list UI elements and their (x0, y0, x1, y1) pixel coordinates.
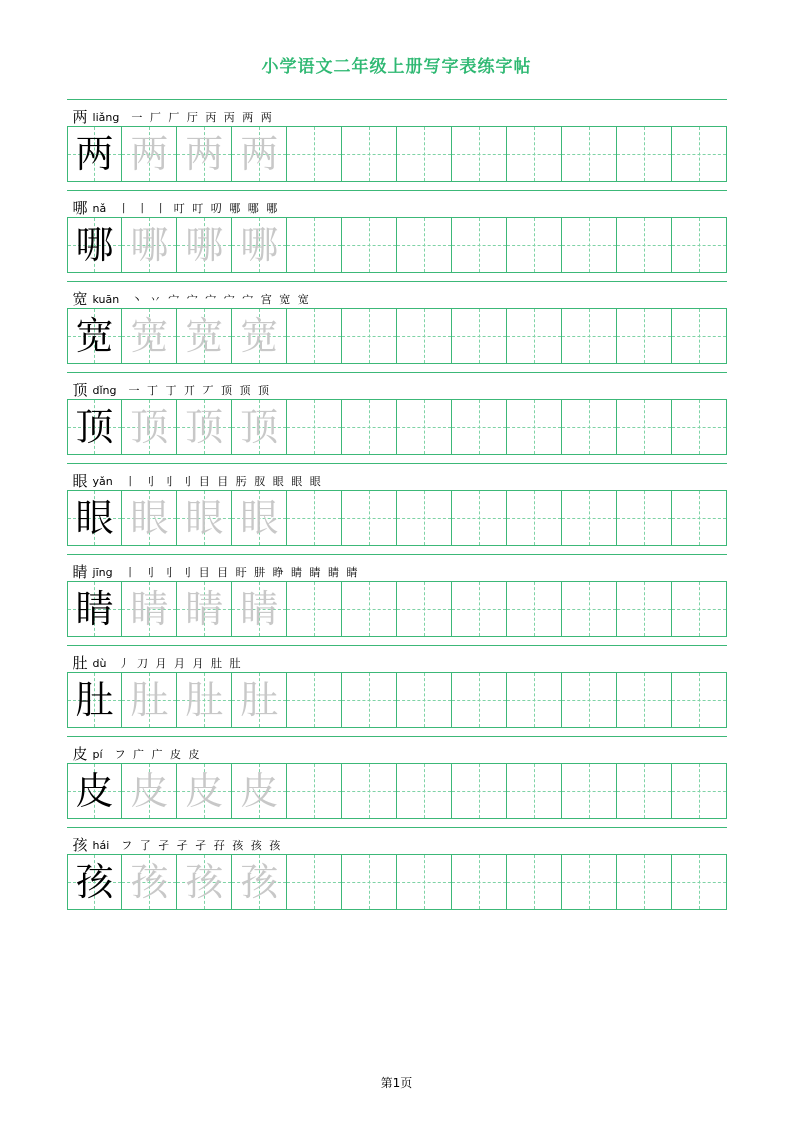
grid-cell[interactable] (672, 127, 727, 182)
cell-horizontal-guide (342, 791, 396, 792)
character-grid (67, 672, 727, 728)
cell-horizontal-guide (507, 700, 561, 701)
grid-cell[interactable] (452, 400, 507, 455)
cell-horizontal-guide (287, 154, 341, 155)
cell-horizontal-guide (342, 518, 396, 519)
character-grid (67, 308, 727, 364)
grid-cell[interactable] (68, 400, 123, 455)
grid-cell[interactable] (562, 218, 617, 273)
cell-horizontal-guide (452, 518, 506, 519)
grid-cell[interactable] (617, 582, 672, 637)
cell-horizontal-guide (397, 700, 451, 701)
cell-horizontal-guide (452, 882, 506, 883)
page-title: 小学语文二年级上册写字表练字帖 (261, 57, 532, 77)
trace-character: 宽 (185, 314, 224, 358)
grid-cell[interactable] (342, 673, 397, 728)
trace-character: 皮 (185, 769, 224, 813)
cell-horizontal-guide (672, 609, 726, 610)
trace-character: 孩 (185, 860, 224, 904)
grid-cell[interactable] (397, 764, 452, 819)
cell-horizontal-guide (672, 427, 726, 428)
grid-cell[interactable] (122, 764, 177, 819)
grid-cell[interactable] (452, 309, 507, 364)
grid-cell[interactable] (507, 673, 562, 728)
grid-cell[interactable] (507, 309, 562, 364)
grid-cell[interactable] (122, 218, 177, 273)
cell-horizontal-guide (452, 154, 506, 155)
row-stroke-order: 丨 刂 刂 刂 目 目 肟 肞 眼 眼 眼 (124, 475, 323, 488)
model-character: 睛 (75, 587, 114, 631)
grid-cell[interactable] (342, 582, 397, 637)
row-pinyin: dù (92, 657, 107, 670)
row-character: 睛 (72, 563, 88, 581)
grid-cell[interactable] (672, 218, 727, 273)
row-character: 两 (72, 108, 88, 126)
grid-cell[interactable] (452, 673, 507, 728)
trace-character: 肚 (130, 678, 169, 722)
trace-character: 哪 (130, 223, 169, 267)
cell-horizontal-guide (617, 427, 671, 428)
trace-character: 顶 (130, 405, 169, 449)
grid-cell[interactable] (68, 309, 123, 364)
trace-character: 顶 (240, 405, 279, 449)
trace-character: 皮 (240, 769, 279, 813)
grid-cell[interactable] (507, 127, 562, 182)
row-character: 眼 (72, 472, 88, 490)
trace-character: 眼 (130, 496, 169, 540)
grid-cell[interactable] (177, 491, 232, 546)
row-header (67, 282, 727, 308)
grid-cell[interactable] (562, 582, 617, 637)
grid-cell[interactable] (397, 673, 452, 728)
grid-cell[interactable] (68, 855, 123, 910)
grid-cell[interactable] (507, 855, 562, 910)
grid-cell[interactable] (287, 218, 342, 273)
cell-horizontal-guide (562, 700, 616, 701)
grid-cell[interactable] (177, 218, 232, 273)
grid-cell[interactable] (122, 309, 177, 364)
grid-cell[interactable] (177, 582, 232, 637)
trace-character: 两 (130, 132, 169, 176)
grid-cell[interactable] (617, 309, 672, 364)
grid-cell[interactable] (287, 400, 342, 455)
grid-cell[interactable] (452, 764, 507, 819)
character-grid (67, 399, 727, 455)
practice-row (67, 372, 727, 455)
row-stroke-order: 丿 刀 月 月 月 肚 肚 (118, 657, 243, 670)
row-character: 皮 (72, 745, 88, 763)
grid-cell[interactable] (562, 127, 617, 182)
trace-character: 肚 (185, 678, 224, 722)
grid-cell[interactable] (232, 491, 287, 546)
grid-cell[interactable] (452, 218, 507, 273)
grid-cell[interactable] (562, 309, 617, 364)
row-character: 哪 (72, 199, 88, 217)
trace-character: 哪 (240, 223, 279, 267)
grid-cell[interactable] (342, 855, 397, 910)
cell-horizontal-guide (397, 882, 451, 883)
grid-cell[interactable] (287, 127, 342, 182)
grid-cell[interactable] (397, 491, 452, 546)
cell-horizontal-guide (672, 336, 726, 337)
cell-horizontal-guide (672, 791, 726, 792)
grid-cell[interactable] (68, 218, 123, 273)
row-stroke-order: フ 了 孑 孑 孑 孖 孩 孩 孩 (121, 839, 283, 852)
cell-horizontal-guide (397, 245, 451, 246)
cell-horizontal-guide (397, 427, 451, 428)
cell-horizontal-guide (452, 427, 506, 428)
trace-character: 哪 (185, 223, 224, 267)
row-stroke-order: 丶 丷 宀 宀 宀 宀 宀 宫 宽 宽 (131, 293, 311, 306)
cell-horizontal-guide (507, 882, 561, 883)
grid-cell[interactable] (507, 400, 562, 455)
cell-horizontal-guide (342, 245, 396, 246)
grid-cell[interactable] (452, 127, 507, 182)
grid-cell[interactable] (232, 673, 287, 728)
grid-cell[interactable] (672, 673, 727, 728)
grid-cell[interactable] (177, 127, 232, 182)
cell-horizontal-guide (507, 791, 561, 792)
cell-horizontal-guide (672, 700, 726, 701)
grid-cell[interactable] (122, 582, 177, 637)
grid-cell[interactable] (562, 400, 617, 455)
cell-horizontal-guide (562, 154, 616, 155)
character-grid (67, 126, 727, 182)
grid-cell[interactable] (672, 855, 727, 910)
cell-horizontal-guide (562, 336, 616, 337)
grid-cell[interactable] (507, 582, 562, 637)
practice-sheet (67, 99, 727, 910)
grid-cell[interactable] (617, 491, 672, 546)
practice-row (67, 99, 727, 182)
grid-cell[interactable] (232, 582, 287, 637)
practice-row (67, 736, 727, 819)
row-stroke-order: 丨 刂 刂 刂 目 目 盱 肼 睁 睛 睛 睛 睛 (124, 566, 360, 579)
grid-cell[interactable] (287, 309, 342, 364)
grid-cell[interactable] (562, 855, 617, 910)
model-character: 哪 (75, 223, 114, 267)
row-character: 宽 (72, 290, 88, 308)
cell-horizontal-guide (617, 609, 671, 610)
trace-character: 孩 (240, 860, 279, 904)
page-footer: 第1页 (380, 1076, 413, 1090)
cell-horizontal-guide (617, 791, 671, 792)
grid-cell[interactable] (507, 491, 562, 546)
row-pinyin: yǎn (92, 475, 113, 488)
cell-horizontal-guide (342, 154, 396, 155)
cell-horizontal-guide (617, 518, 671, 519)
row-header (67, 828, 727, 854)
model-character: 皮 (75, 769, 114, 813)
grid-cell[interactable] (617, 127, 672, 182)
trace-character: 睛 (130, 587, 169, 631)
cell-horizontal-guide (342, 609, 396, 610)
grid-cell[interactable] (177, 764, 232, 819)
grid-cell[interactable] (287, 673, 342, 728)
row-stroke-order: 丨 丨 丨 叮 叮 叨 哪 哪 哪 (118, 202, 280, 215)
row-stroke-order: 一 厂 厂 厅 丙 丙 两 两 (131, 111, 274, 124)
cell-horizontal-guide (287, 245, 341, 246)
grid-cell[interactable] (452, 855, 507, 910)
grid-cell[interactable] (68, 127, 123, 182)
row-header (67, 191, 727, 217)
row-character: 顶 (72, 381, 88, 399)
practice-row (67, 827, 727, 910)
grid-cell[interactable] (342, 218, 397, 273)
cell-horizontal-guide (452, 791, 506, 792)
grid-cell[interactable] (177, 400, 232, 455)
cell-horizontal-guide (507, 427, 561, 428)
trace-character: 顶 (185, 405, 224, 449)
grid-cell[interactable] (232, 218, 287, 273)
grid-cell[interactable] (672, 491, 727, 546)
cell-horizontal-guide (672, 518, 726, 519)
row-header (67, 464, 727, 490)
cell-horizontal-guide (452, 245, 506, 246)
practice-row (67, 190, 727, 273)
trace-character: 肚 (240, 678, 279, 722)
grid-cell[interactable] (68, 491, 123, 546)
grid-cell[interactable] (672, 309, 727, 364)
row-pinyin: hái (92, 839, 110, 852)
cell-horizontal-guide (287, 336, 341, 337)
grid-cell[interactable] (397, 309, 452, 364)
grid-cell[interactable] (122, 400, 177, 455)
cell-horizontal-guide (452, 336, 506, 337)
row-header (67, 646, 727, 672)
grid-cell[interactable] (397, 400, 452, 455)
row-stroke-order: フ 广 广 皮 皮 (114, 748, 202, 761)
model-character: 孩 (75, 860, 114, 904)
grid-cell[interactable] (672, 764, 727, 819)
cell-horizontal-guide (342, 427, 396, 428)
grid-cell[interactable] (672, 582, 727, 637)
practice-row (67, 554, 727, 637)
cell-horizontal-guide (397, 518, 451, 519)
grid-cell[interactable] (342, 764, 397, 819)
row-header (67, 737, 727, 763)
grid-cell[interactable] (342, 400, 397, 455)
row-stroke-order: 一 丁 丁 丌 丆 顶 顶 顶 (128, 384, 271, 397)
grid-cell[interactable] (397, 218, 452, 273)
grid-cell[interactable] (232, 764, 287, 819)
row-pinyin: nǎ (92, 202, 107, 215)
trace-character: 睛 (240, 587, 279, 631)
trace-character: 宽 (240, 314, 279, 358)
practice-row (67, 281, 727, 364)
grid-cell[interactable] (617, 764, 672, 819)
row-header (67, 100, 727, 126)
cell-horizontal-guide (507, 336, 561, 337)
cell-horizontal-guide (617, 700, 671, 701)
grid-cell[interactable] (617, 855, 672, 910)
character-grid (67, 581, 727, 637)
grid-cell[interactable] (397, 127, 452, 182)
cell-horizontal-guide (672, 882, 726, 883)
grid-cell[interactable] (287, 491, 342, 546)
grid-cell[interactable] (122, 673, 177, 728)
trace-character: 睛 (185, 587, 224, 631)
row-character: 孩 (72, 836, 88, 854)
row-pinyin: dǐng (92, 384, 117, 397)
cell-horizontal-guide (562, 518, 616, 519)
grid-cell[interactable] (122, 491, 177, 546)
grid-cell[interactable] (617, 400, 672, 455)
model-character: 两 (75, 132, 114, 176)
cell-horizontal-guide (342, 882, 396, 883)
grid-cell[interactable] (122, 855, 177, 910)
cell-horizontal-guide (617, 245, 671, 246)
grid-cell[interactable] (617, 673, 672, 728)
cell-horizontal-guide (287, 700, 341, 701)
grid-cell[interactable] (452, 491, 507, 546)
row-pinyin: pí (92, 748, 103, 761)
cell-horizontal-guide (397, 154, 451, 155)
cell-horizontal-guide (672, 245, 726, 246)
grid-cell[interactable] (177, 855, 232, 910)
model-character: 顶 (75, 405, 114, 449)
row-pinyin: jīng (92, 566, 113, 579)
row-pinyin: kuān (92, 293, 120, 306)
cell-horizontal-guide (452, 700, 506, 701)
trace-character: 孩 (130, 860, 169, 904)
cell-horizontal-guide (397, 609, 451, 610)
grid-cell[interactable] (177, 673, 232, 728)
grid-cell[interactable] (122, 127, 177, 182)
cell-horizontal-guide (562, 427, 616, 428)
grid-cell[interactable] (232, 127, 287, 182)
model-character: 宽 (75, 314, 114, 358)
grid-cell[interactable] (342, 309, 397, 364)
cell-horizontal-guide (507, 154, 561, 155)
cell-horizontal-guide (342, 336, 396, 337)
grid-cell[interactable] (342, 127, 397, 182)
grid-cell[interactable] (507, 218, 562, 273)
cell-horizontal-guide (397, 791, 451, 792)
trace-character: 两 (185, 132, 224, 176)
grid-cell[interactable] (397, 855, 452, 910)
cell-horizontal-guide (562, 791, 616, 792)
grid-cell[interactable] (452, 582, 507, 637)
practice-row (67, 463, 727, 546)
grid-cell[interactable] (617, 218, 672, 273)
grid-cell[interactable] (232, 855, 287, 910)
row-character: 肚 (72, 654, 88, 672)
model-character: 眼 (75, 496, 114, 540)
grid-cell[interactable] (342, 491, 397, 546)
grid-cell[interactable] (672, 400, 727, 455)
row-header (67, 373, 727, 399)
cell-horizontal-guide (287, 791, 341, 792)
cell-horizontal-guide (507, 518, 561, 519)
cell-horizontal-guide (452, 609, 506, 610)
cell-horizontal-guide (562, 609, 616, 610)
cell-horizontal-guide (562, 882, 616, 883)
cell-horizontal-guide (672, 154, 726, 155)
trace-character: 两 (240, 132, 279, 176)
grid-cell[interactable] (177, 309, 232, 364)
grid-cell[interactable] (68, 764, 123, 819)
grid-cell[interactable] (397, 582, 452, 637)
character-grid (67, 217, 727, 273)
character-grid (67, 763, 727, 819)
grid-cell[interactable] (507, 764, 562, 819)
character-grid (67, 854, 727, 910)
grid-cell[interactable] (68, 673, 123, 728)
row-pinyin: liǎng (92, 111, 120, 124)
cell-horizontal-guide (342, 700, 396, 701)
grid-cell[interactable] (68, 582, 123, 637)
cell-horizontal-guide (507, 609, 561, 610)
grid-cell[interactable] (287, 855, 342, 910)
grid-cell[interactable] (232, 400, 287, 455)
cell-horizontal-guide (507, 245, 561, 246)
cell-horizontal-guide (287, 427, 341, 428)
cell-horizontal-guide (397, 336, 451, 337)
practice-row (67, 645, 727, 728)
grid-cell[interactable] (562, 491, 617, 546)
model-character: 肚 (75, 678, 114, 722)
trace-character: 宽 (130, 314, 169, 358)
row-header (67, 555, 727, 581)
cell-horizontal-guide (287, 518, 341, 519)
cell-horizontal-guide (617, 882, 671, 883)
trace-character: 眼 (185, 496, 224, 540)
trace-character: 眼 (240, 496, 279, 540)
trace-character: 皮 (130, 769, 169, 813)
cell-horizontal-guide (617, 336, 671, 337)
grid-cell[interactable] (562, 764, 617, 819)
cell-horizontal-guide (562, 245, 616, 246)
grid-cell[interactable] (232, 309, 287, 364)
cell-horizontal-guide (287, 882, 341, 883)
character-grid (67, 490, 727, 546)
cell-horizontal-guide (617, 154, 671, 155)
grid-cell[interactable] (287, 582, 342, 637)
grid-cell[interactable] (287, 764, 342, 819)
grid-cell[interactable] (562, 673, 617, 728)
cell-horizontal-guide (287, 609, 341, 610)
